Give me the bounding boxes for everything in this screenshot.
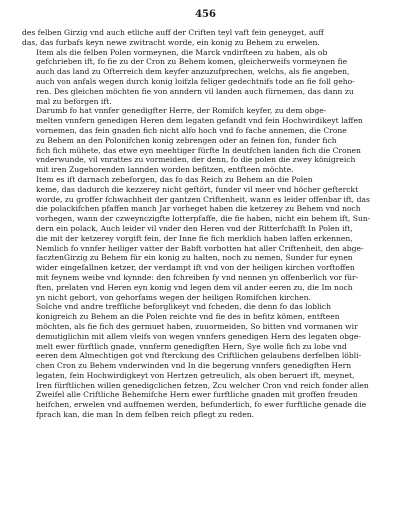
text-line: keme, das dadurch die kezzerey nicht geftört, funder vil meer vnd höcher gefterckt (36, 184, 359, 194)
page-number: 456 (195, 9, 216, 20)
text-line: auch das land zu Ofterreich dem keyfer anzuzufprechen, welchs, als fie angeben, (36, 67, 350, 77)
body-text (22, 28, 388, 420)
text-line: vorhegen, wann der czweynczigfte lotterpfaffe, die fie haben, nicht ein behem ift, Sun- (36, 214, 371, 224)
text-line: chen Cron zu Behem vnderwinden vnd In die begerung vnnfers genedigften Hern (36, 361, 352, 371)
text-line: die mit der ketzerey vorgift fein, der Inne fie fich merklich haben laffen erkennen, (36, 233, 353, 243)
paragraph (22, 28, 388, 48)
text-line: des felben Girzig vnd auch etliche auff der Criften teyl vaft fein geneyget, auff (22, 28, 324, 37)
text-line: melten vnnfern genedigen Heren dem legaten gefandt vnd fein Hochwirdikeyt laffen (36, 116, 363, 126)
text-line: fprach kan, die man In dem felben reich pflegt zu reden. (36, 410, 255, 420)
text-line: die polackifchen pfaffen manch Jar vorheget haben die ketzerey zu Behem vnd noch (36, 204, 361, 214)
text-line: heifchen, erwelen vnd auffnemen werden, befunderlich, fo ewer furftliche genade die (36, 400, 367, 410)
text-line: das, das furbafs keyn newe zwitracht worde, ein konig zu Behem zu erwelen. (22, 37, 320, 47)
text-line: vornemen, das fein gnaden fich nicht alfo hoch vnd fo fache annemen, die Crone (36, 125, 347, 135)
text-line: mal zu beforgen ift. (36, 96, 112, 106)
paragraph (22, 48, 388, 107)
text-line: auch von anfals wegen durch konig loifzla feliger gedechtnifs tode an fie foll geho- (36, 76, 355, 86)
text-line: wider eingefallnen ketzer, der verdampt ift vnd von der heiligen kirchen vorftoffen (36, 263, 355, 273)
text-line: legaten, fein Hochwirdigkeyt von Hertzen getreulich, als oben beruert ift, meynet, (36, 370, 355, 380)
text-line: melt ewer fürftlich gnade, vnnferm genedigften Hern, Sye wolle fich zu lobe vnd (36, 341, 347, 351)
text-line: Item es ift darnach zebeforgen, das fo das Reich zu Behem an die Polen (36, 174, 313, 184)
text-line: ften, prelaten vnd Heren eyn konig vnd legen dem vil ander eeren zu, die Im noch (36, 282, 353, 292)
text-line: zu Behem an den Polonifchen konig zebrengen oder an feinen fon, funder fich (36, 135, 337, 145)
text-line: Iren fürftlichen willen genedigclichen fetzen, Zcu welcher Cron vnd reich fonder allen (36, 380, 369, 390)
paragraph (22, 175, 388, 302)
text-line: Zweifel alle Criftliche Behemifche Hern ewer furftliche gnaden mit groffen freuden (36, 390, 358, 400)
text-line: möchten, als fie fich des germuet haben, zuuormeiden, So bitten vnd vormanen wir (36, 321, 358, 331)
text-line: ren. Des gleichen möchten fie von anndern vil landen auch fürnemen, das dann zu (36, 86, 354, 96)
text-line: eeren dem Almechtigen got vnd fterckung des Criftlichen gelaubens derfelben löbli- (36, 351, 362, 361)
text-line: Item als die felben Polen vormeynen, die Marck vndirfteen zu haben, als ob (36, 47, 328, 57)
text-line: Nemlich fo vnnfer heiliger vatter der Babft vorbotten hat aller Criftenheit, den abge- (36, 243, 364, 253)
text-line: facztenGirzig zu Behem für ein konig zu halten, noch zu nemen, Sunder fur eynen (36, 253, 353, 263)
text-line: yn nicht gebort, von gehorfams wegen der heiligen Romifchen kirchen. (36, 292, 311, 302)
text-line: vnderwunde, vil vnrattes zu vormeiden, der denn, fo die polen die zwey königreich (36, 155, 356, 165)
text-line: Darumb fo hat vnnfer genedigfter Herre, der Romifch keyfer, zu dem obge- (36, 106, 327, 116)
paragraph (22, 106, 388, 175)
text-line: demutiglichin mit allem vleifs von wegen vnnfers genedigen Hern des legaten obge- (36, 331, 361, 341)
text-line: worde, zu groffer fchwachheit der gantzen Criftenheit, wann es leider offenbar ift, das (36, 194, 370, 204)
text-line: Solche vnd andre treffliche beforglikeyt vnd fcheden, die denn fo das loblich (36, 302, 332, 312)
text-line: gefchrieben ift, fo fie zu der Cron zu Behem komen, gleicherweifs vormeynen fie (36, 57, 348, 67)
text-line: mit iren Zugehorenden lannden worden befitzen, entfteen möchte. (36, 165, 294, 175)
paragraph (22, 302, 388, 420)
text-line: dern ein polack, Auch leider vil vnder den Heren vnd der Ritterfchafft In Polen ift, (36, 223, 353, 233)
text-line: konigreich zu Behem an die Polen reichte vnd fie des in befitz kömen, entfteen (36, 312, 340, 322)
text-line: mit feynem weibe vnd kynnde: den fchreiben fy vnd nennen yn offenberlich vor für- (36, 272, 359, 282)
text-line: fich fich mühete, das etwe eyn meehtiger fürfte In deutfchen landen fich die Cronen (36, 145, 361, 155)
